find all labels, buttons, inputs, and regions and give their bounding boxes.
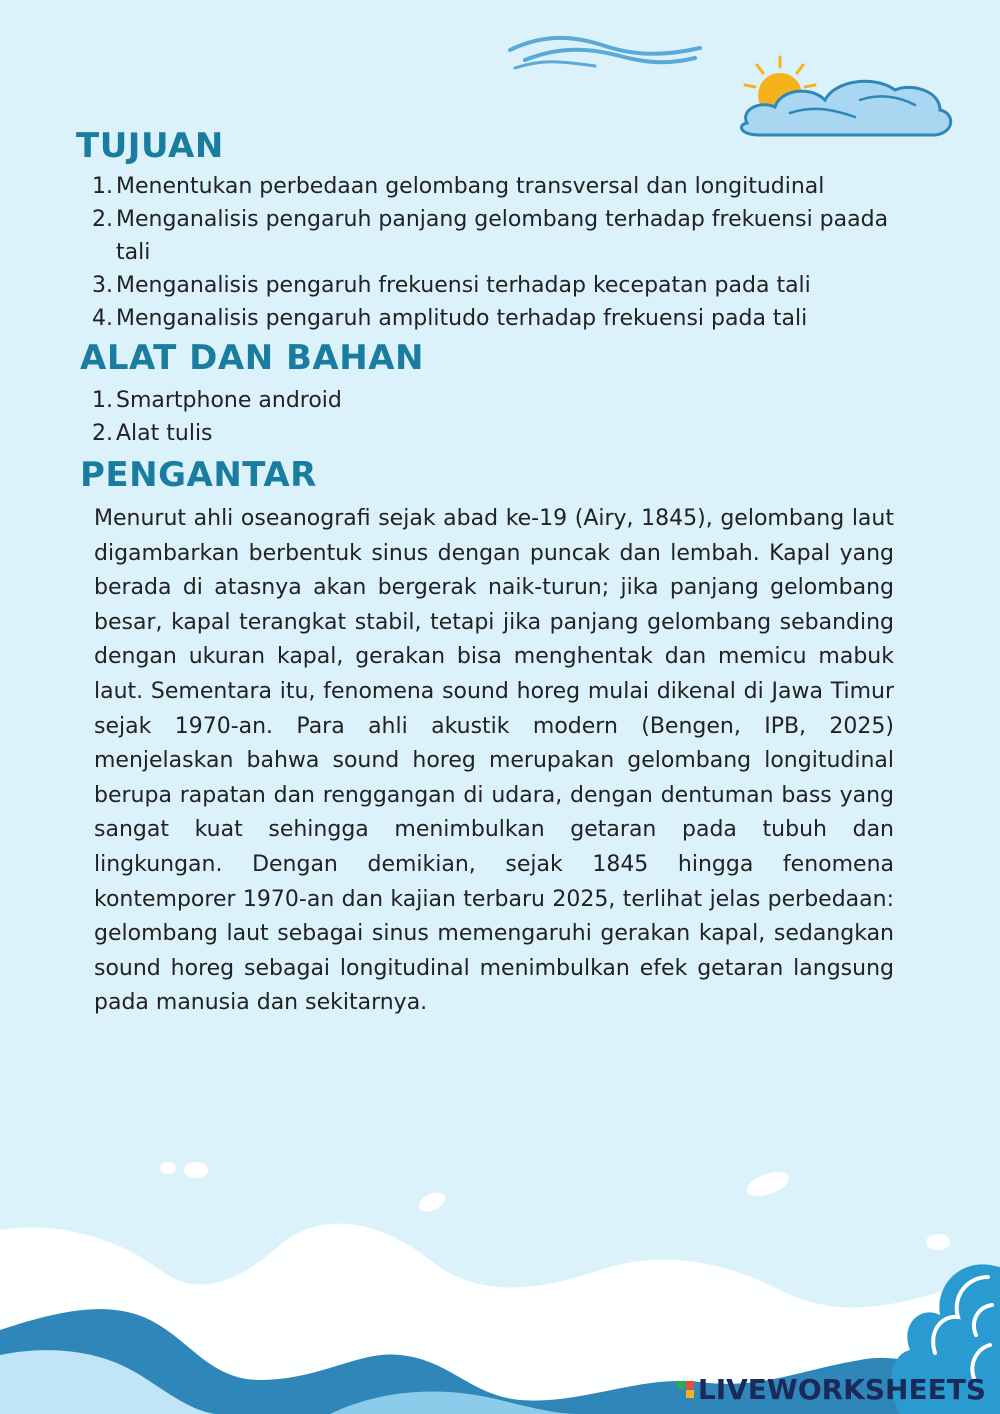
section-title-pengantar: PENGANTAR xyxy=(80,455,317,495)
section-title-alat-dan-bahan: ALAT DAN BAHAN xyxy=(80,338,424,378)
tujuan-list xyxy=(92,170,922,335)
list-item-number: 2. xyxy=(92,421,113,446)
list-item xyxy=(92,302,922,335)
pengantar-paragraph: Menurut ahli oseanografi sejak abad ke-19 (Airy, 1845), gelombang laut digambarkan berbentuk sinus dengan puncak dan lembah. Kapal yang berada di atasnya akan bergerak naik-turun; jika panjang gelombang besar, kapal terangkat stabil, tetapi jika panjang gelombang sebanding dengan ukuran kapal, gerakan bisa menghentak dan memicu mabuk laut. Sementara itu, fenomena sound horeg mulai dikenal di Jawa Timur sejak 1970-an. Para ahli akustik modern (Bengen, IPB, 2025) menjelaskan bahwa sound horeg merupakan gelombang longitudinal berupa rapatan dan renggangan di udara, dengan dentuman bass yang sangat kuat sehingga menimbulkan getaran pada tubuh dan lingkungan. Dengan demikian, sejak 1845 hingga fenomena kontemporer 1970-an dan kajian terbaru 2025, terlihat jelas perbedaan: gelombang laut sebagai sinus memengaruhi gerakan kapal, sedangkan sound horeg sebagai longitudinal menimbulkan efek getaran langsung pada manusia dan sekitarnya. xyxy=(94,506,894,1016)
list-item xyxy=(92,203,922,269)
list-item-text: Menentukan perbedaan gelombang transversal dan longitudinal xyxy=(116,174,825,199)
list-item-number: 1. xyxy=(92,174,113,199)
list-item-number: 4. xyxy=(92,306,113,331)
sun-cloud-icon xyxy=(735,55,960,145)
list-item xyxy=(92,417,692,450)
list-item-number: 2. xyxy=(92,207,113,232)
list-item-text: Menganalisis pengaruh panjang gelombang terhadap frekuensi paada tali xyxy=(116,207,889,265)
liveworksheets-logo-text: LIVEWORKSHEETS xyxy=(697,1373,986,1406)
list-item-text: Alat tulis xyxy=(116,421,213,446)
list-item-text: Menganalisis pengaruh amplitudo terhadap frekuensi pada tali xyxy=(116,306,808,331)
section-title-tujuan: TUJUAN xyxy=(76,126,224,166)
list-item xyxy=(92,269,922,302)
list-item xyxy=(92,170,922,203)
list-item-number: 1. xyxy=(92,388,113,413)
list-item-number: 3. xyxy=(92,273,113,298)
liveworksheets-logo xyxy=(677,1373,986,1406)
list-item xyxy=(92,384,692,417)
list-item-text: Smartphone android xyxy=(116,388,342,413)
alat-list xyxy=(92,384,692,450)
list-item-text: Menganalisis pengaruh frekuensi terhadap kecepatan pada tali xyxy=(116,273,811,298)
liveworksheets-logo-icon xyxy=(677,1381,694,1398)
wind-wave-icon xyxy=(505,28,705,73)
